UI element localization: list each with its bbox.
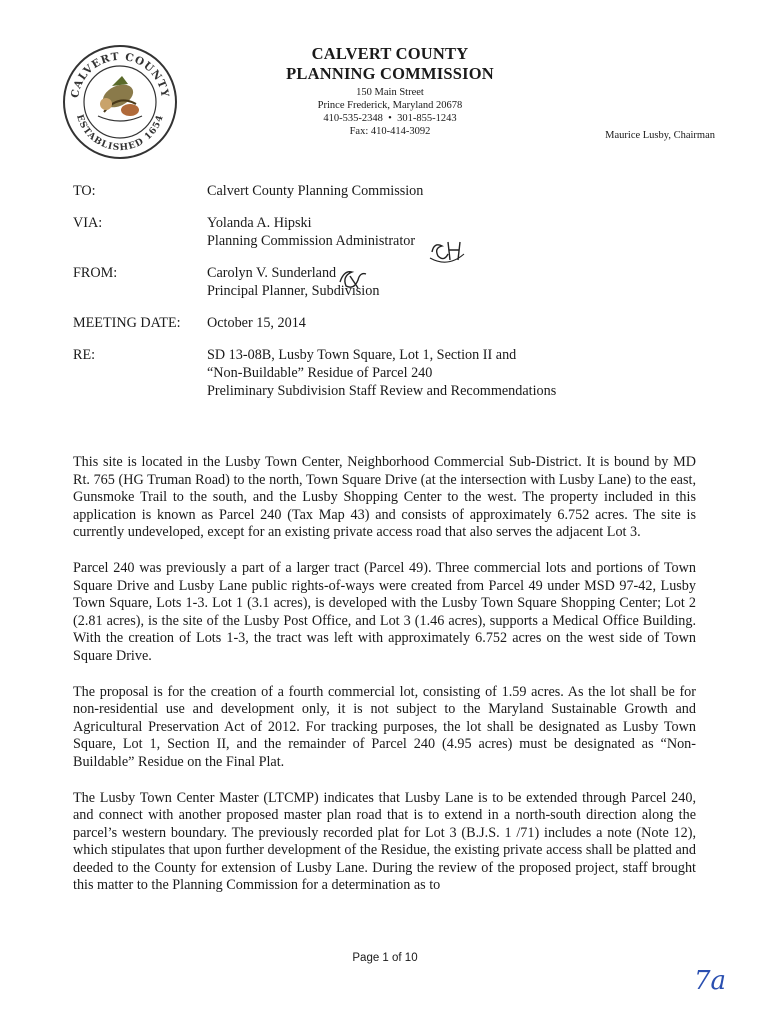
re-line-3: Preliminary Subdivision Staff Review and Recommendations [207,383,557,399]
memo-header [73,182,713,414]
via-title: Planning Commission Administrator [207,233,416,249]
svg-text:ESTABLISHED 1654: ESTABLISHED 1654 [74,113,166,154]
via-name: Yolanda A. Hipski [207,215,312,231]
paragraph-1: This site is located in the Lusby Town Center, Neighborhood Commercial Sub-District. It is bound by MD Rt. 765 (HG Truman Road) to the north, Town Square Drive (at the intersection with Lusby Lane) to the east, Gunsmoke Trail to the south, and the Lusby Shopping Center to the west. The property included in this application is known as Parcel 240 (Tax Map 43) and consists of approximately 6.752 acres. The site is currently undeveloped, except for an existing private access road that also serves the adjacent Lot 3. [73,454,696,541]
paragraph-4: The Lusby Town Center Master (LTCMP) indicates that Lusby Lane is to be extended through Parcel 240, and connect with another proposed master plan road that is to extend in a north-south direction along the parcel’s western boundary. The previously recorded plat for Lot 3 (B.J.S. 1 /71) includes a note (Note 12), which stipulates that upon further development of the Residue, the existing private access shall be platted and deeded to the County for extension of Lusby Lane. During the review of the proposed project, staff brought this matter to the Planning Commission for a determination as to [73,789,696,894]
chairman-name: Maurice Lusby, Chairman [605,130,715,141]
from-label: FROM: [73,265,118,281]
agency-fax: Fax: 410-414-3092 [349,126,431,137]
to-label: TO: [73,183,96,199]
memo-via [73,214,713,250]
county-seal [60,42,180,162]
re-line-1: SD 13-08B, Lusby Town Square, Lot 1, Section II and [207,347,517,363]
page-number: Page 1 of 10 [352,952,418,964]
agency-county: CALVERT COUNTY [311,44,469,63]
re-label: RE: [73,347,96,363]
handwritten-initials-from [336,266,370,296]
agency-name: PLANNING COMMISSION [286,64,494,83]
agency-city: Prince Frederick, Maryland 20678 [317,100,463,111]
handwritten-page-mark: 7a [694,966,727,996]
memo-body [73,454,696,913]
via-label: VIA: [73,215,103,231]
agency-address: 150 Main Street [356,87,424,98]
from-name: Carolyn V. Sunderland [207,265,337,281]
re-line-2: “Non-Buildable” Residue of Parcel 240 [207,365,433,381]
letterhead [270,44,510,138]
to-value: Calvert County Planning Commission [207,183,424,199]
memo-meeting-date [73,314,713,332]
meeting-label: MEETING DATE: [73,315,181,331]
svg-text:CALVERT COUNTY: CALVERT COUNTY [69,50,171,99]
paragraph-2: Parcel 240 was previously a part of a larger tract (Parcel 49). Three commercial lots and portions of Town Square Drive and Lusby Lane public rights-of-ways were created from Parcel 49 under MSD 97-42, Lusby Town Square, Lots 1-3. Lot 1 (3.1 acres), is developed with the Lusby Town Square Shopping Center; Lot 2 (2.81 acres), is the site of the Lusby Post Office, and Lot 3 (1.46 acres), supports a Medical Office Building. With the creation of Lots 1-3, the tract was left with approximately 6.752 acres on the west side of Town Square Drive. [73,559,696,664]
paragraph-3: The proposal is for the creation of a fourth commercial lot, consisting of 1.59 acres. As the lot shall be for non-residential use and development only, it is not subject to the Maryland Sustainable Growth and Agricultural Preservation Act of 2012. For tracking purposes, the lot shall be designated as Lusby Town Square, Lot 1, Section II, and the remainder of Parcel 240 (4.95 acres) must be designated as “Non-Buildable” Residue on the Final Plat. [73,683,696,770]
from-title: Principal Planner, Subdivision [207,283,380,299]
memo-re [73,346,713,400]
memo-to [73,182,713,200]
agency-phones: 410-535-2348 • 301-855-1243 [323,113,457,124]
handwritten-initials-via [426,236,468,268]
memo-from [73,264,713,300]
meeting-value: October 15, 2014 [207,315,306,331]
